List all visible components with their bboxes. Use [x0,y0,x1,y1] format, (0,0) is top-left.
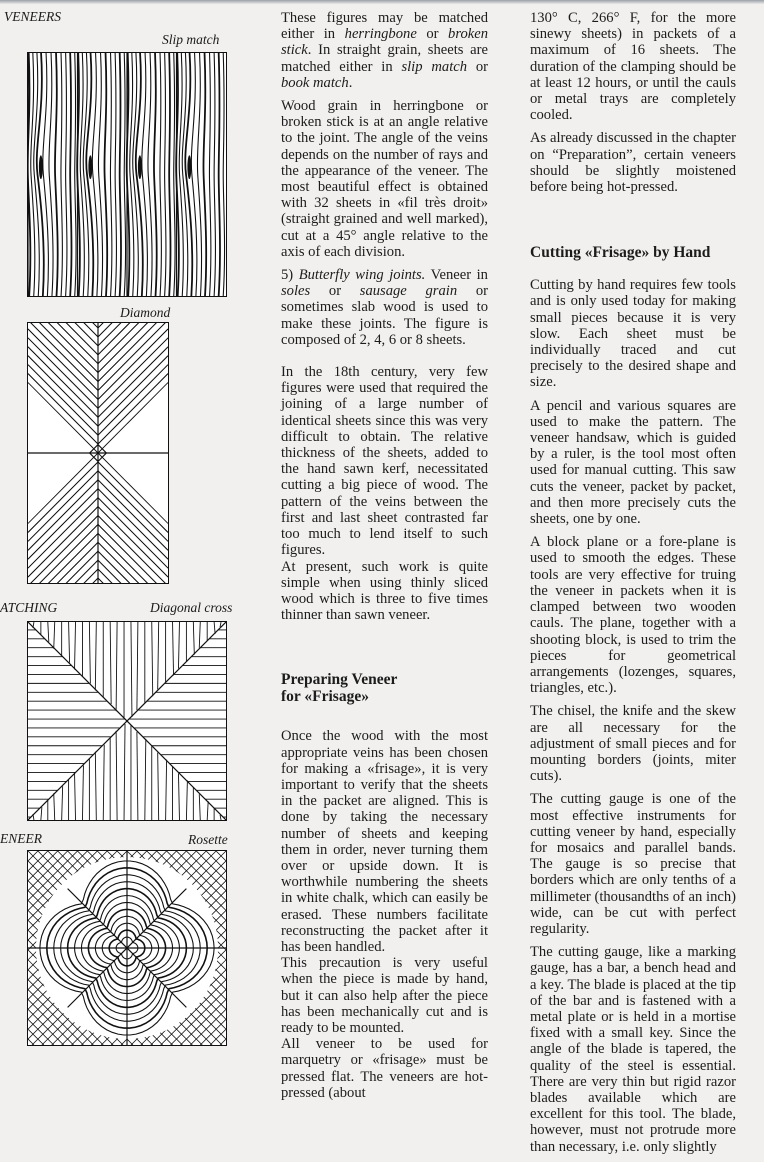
grain-line [28,471,98,541]
grain-line [220,622,221,627]
grain-line [166,760,167,820]
paragraph-18th-century: In the 18th century, very few figures were used that required the joining of a large number of identical sheets since this was very difficult to obtain. The relative thickness of the sheets, added to the hand sawn kerf, necessitated cutting a big piece of wood. The pattern of the veins between the first and last sheet contrasted far too much to lend itself to such figures. [281,364,488,559]
paragraph-hot-press: 130° C, 266° F, for the more sinewy sheets) in packets of a maximum of 16 sheets. The duration of the clamping should be at least 12 hours, or until the cauls or metal trays are completely cooled. [530,10,736,124]
grain-line [98,498,168,568]
grain-line [48,622,49,642]
grain-line [214,622,215,634]
section-label-veneer: ENEER [0,831,42,846]
grain-line [116,731,117,820]
grain-line [98,480,168,550]
grain-line [178,622,179,669]
middle-column [281,10,488,1101]
grain-line [98,551,168,583]
grain-line [148,53,152,296]
grain-line [75,622,76,670]
figure-rosette [27,850,227,1046]
grain-line [28,489,98,559]
paragraph-chisel: The chisel, the knife and the skew are all necessary for the adjustment of small pieces and for mounting borders (joints, miter cuts). [530,703,736,785]
grain-line [116,622,117,711]
grain-line [137,622,138,710]
figure-diagonal-cross [27,621,227,821]
grain-line [110,53,111,296]
grain-line [54,793,55,820]
figure-diamond [27,322,169,584]
figure-caption-slip-match: Slip match [162,32,220,47]
grain-line [186,780,187,820]
grain-line [28,462,98,532]
paragraph-wood-grain: Wood grain in herringbone or broken stick is at an angle relative to the joint. The angle of the veins depends on the number of rays and the appearance of the veneer. The most beautiful effect is obtained with 32 sheets in «fil très droit» (straight grained and well marked), cut at a 45° angle relative to the axis of each division. [281,98,488,260]
paragraph-moistened: As already discussed in the chapter on “Preparation”, certain veneers should be slightly moistened before being hot-pressed. [530,130,736,196]
grain-line [115,53,116,296]
slip-match-illustration [28,53,226,296]
grain-line [214,53,215,296]
grain-line [41,807,42,820]
grain-line [28,498,98,568]
page-top-edge [0,0,764,4]
grain-line [98,578,168,583]
grain-line [28,323,98,355]
grain-line [197,53,201,296]
grain-line [98,53,102,296]
paragraph-cutting-gauge: The cutting gauge is one of the most effective instruments for cutting veneer by hand, especially for mosaics and parallel bands. The gauge is so precise that borders which are only tenths of a millimeter (thousandths of an inch) wide, can be cut with perfect regularity. [530,791,736,937]
grain-line [98,365,168,435]
grain-line [28,516,98,583]
diamond-illustration [28,323,168,583]
paragraph-butterfly: 5) Butterfly wing joints. Veneer in soles or sausage grain or sometimes slab wood is used to make these joints. The figure is composed of 2, 4, 6 or 8 sheets. [281,267,488,348]
grain-line [28,578,98,583]
grain-line [203,53,206,296]
knot [39,155,43,179]
grain-line [110,622,111,704]
grain-line [98,383,168,453]
grain-line [98,453,168,523]
paragraph-precaution: This precaution is very useful when the piece is made by hand, but it can also help after the piece has been mechanically cut and is ready to be mounted. [281,955,488,1036]
paragraph-pressed-flat: All veneer to be used for marquetry or «frisage» must be pressed flat. The veneers are hot-pressed (about [281,1036,488,1101]
grain-line [28,551,98,583]
grain-line [169,53,170,296]
grain-line [98,507,168,577]
paragraph-block-plane: A block plane or a fore-plane is used to smooth the edges. These tools are very effective for truing the veneer in packets when it is clamped between two wooden cauls. The plane, together with a shooting block, is used to trim the pieces for geometrical arrangements (lozenges, squares, triangles, etc.). [530,534,736,697]
grain-line [160,53,161,296]
grain-line [158,753,159,820]
grain-line [54,622,55,649]
grain-line [70,53,71,296]
grain-line [28,338,98,408]
grain-line [145,739,146,820]
right-column [530,10,736,1162]
heading-preparing-veneer: Preparing Veneer for «Frisage» [281,671,398,706]
grain-line [124,724,125,820]
grain-line [55,53,58,296]
grain-line [28,480,98,550]
grain-line [28,323,98,328]
grain-line [95,752,96,820]
grain-line [98,471,168,541]
grain-line [223,53,224,296]
grain-line [98,462,168,532]
grain-line [98,329,168,399]
grain-line [154,53,157,296]
grain-line [28,323,98,390]
grain-line [104,53,107,296]
grain-line [152,622,153,696]
grain-line [174,53,175,296]
grain-line [98,356,168,426]
grain-line [199,794,200,820]
grain-line [89,622,90,683]
section-label-veneers: VENEERS [4,9,61,24]
knot [88,155,92,179]
paragraph-gauge-bar: The cutting gauge, like a marking gauge, has a bar, a bench head and a key. The blade is placed at the tip of the bar and is fastened with a metal plate or is held in a mortise fixed with a small key. Since the angle of the blade is tapered, the quality of the steel is essential. There are very thin but rigid razor blades available which are excellent for this tool. The blade, however, must not protrude more than necessary, i.e. only slightly [530,944,736,1155]
grain-line [207,801,208,820]
grain-line [28,453,98,523]
grain-line [98,551,168,583]
rosette-illustration [28,851,226,1045]
grain-line [220,815,221,820]
grain-line [95,622,96,690]
grain-line [75,772,76,820]
grain-line [28,578,98,583]
grain-line [124,53,125,296]
paragraph-cutting-by-hand: Cutting by hand requires few tools and is only used today for making small pieces because it is very slow. Each sheet must be individually traced and cut precisely to the desired shape and size. [530,277,736,391]
grain-line [82,766,83,820]
grain-line [61,53,62,296]
grain-line [103,745,104,820]
grain-line [28,374,98,444]
grain-line [98,489,168,559]
grain-line [98,338,168,408]
grain-line [28,329,98,399]
grain-line [120,53,121,296]
grain-line [131,622,132,717]
knot [187,155,191,179]
grain-line [98,578,168,583]
grain-line [137,732,138,820]
grain-line [49,53,53,296]
grain-line [28,347,98,417]
diagonal-cross-illustration [28,622,226,820]
paragraph-pencil: A pencil and various squares are used to make the pattern. The veneer handsaw, which is guided by a ruler, is the tool most often used for manual cutting. This saw cuts the veneer, packet by packet, and then more precisely cuts the sheets, one by one. [530,397,736,528]
grain-line [219,53,220,296]
grain-line [28,323,98,355]
paragraph-matching: These figures may be matched either in herringbone or broken stick. In straight grain, sheets are matched either in slip match or book match. [281,10,489,91]
grain-line [98,374,168,444]
grain-line [28,507,98,577]
grain-line [199,622,200,648]
grain-line [66,53,67,296]
knot [138,155,142,179]
grain-line [98,323,168,355]
grain-line [98,516,168,583]
grain-line [28,323,98,328]
grain-line [158,622,159,689]
grain-line [28,551,98,583]
grain-line [75,53,76,296]
grain-line [98,323,168,328]
figure-slip-match [27,52,227,297]
grain-line [178,773,179,820]
figure-caption-diamond: Diamond [120,305,171,320]
paragraph-at-present: At present, such work is quite simple when using thinly sliced wood which is three to five times thinner than sawn veneer. [281,558,488,624]
grain-line [62,786,63,820]
grain-line [173,622,174,675]
grain-line [98,323,168,355]
grain-line [98,347,168,417]
figure-caption-diagonal-cross: Diagonal cross [150,600,233,615]
grain-line [98,323,168,328]
paragraph-once-the-wood: Once the wood with the most appropriate veins has been chosen for making a «frisage», it is very important to verify that the sheets in the packet are aligned. This is done by taking the necessary number of sheets and keeping them in order, never turning them over or upside down. It is worthwhile numbering the sheets in white chalk, which can easily be erased. These numbers facilitate reconstructing the packet after it has been handled. [281,728,488,955]
figure-caption-rosette: Rosette [188,832,228,847]
heading-cutting-frisage: Cutting «Frisage» by Hand [530,244,711,262]
grain-line [28,365,98,435]
grain-line [193,622,194,655]
section-label-matching: ATCHING [0,600,58,615]
grain-line [209,53,210,296]
grain-line [28,383,98,453]
grain-line [69,622,70,663]
grain-line [165,53,166,296]
grain-line [28,356,98,426]
grain-line [98,323,168,390]
